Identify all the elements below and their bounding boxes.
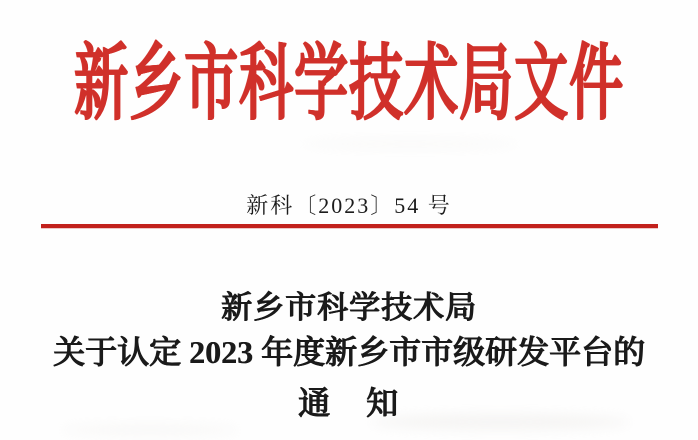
scan-artifact: [60, 425, 240, 435]
issuer-line: 新乡市科学技术局: [221, 290, 477, 325]
red-divider-line: [41, 224, 658, 228]
document-number: 新科〔2023〕54 号: [246, 193, 452, 218]
subject-line: 关于认定 2023 年度新乡市市级研发平台的: [52, 334, 645, 370]
scan-artifact: [300, 140, 520, 148]
red-letterhead-title: 新乡市科学技术局文件: [74, 37, 624, 131]
notice-title: 通 知: [297, 385, 400, 421]
